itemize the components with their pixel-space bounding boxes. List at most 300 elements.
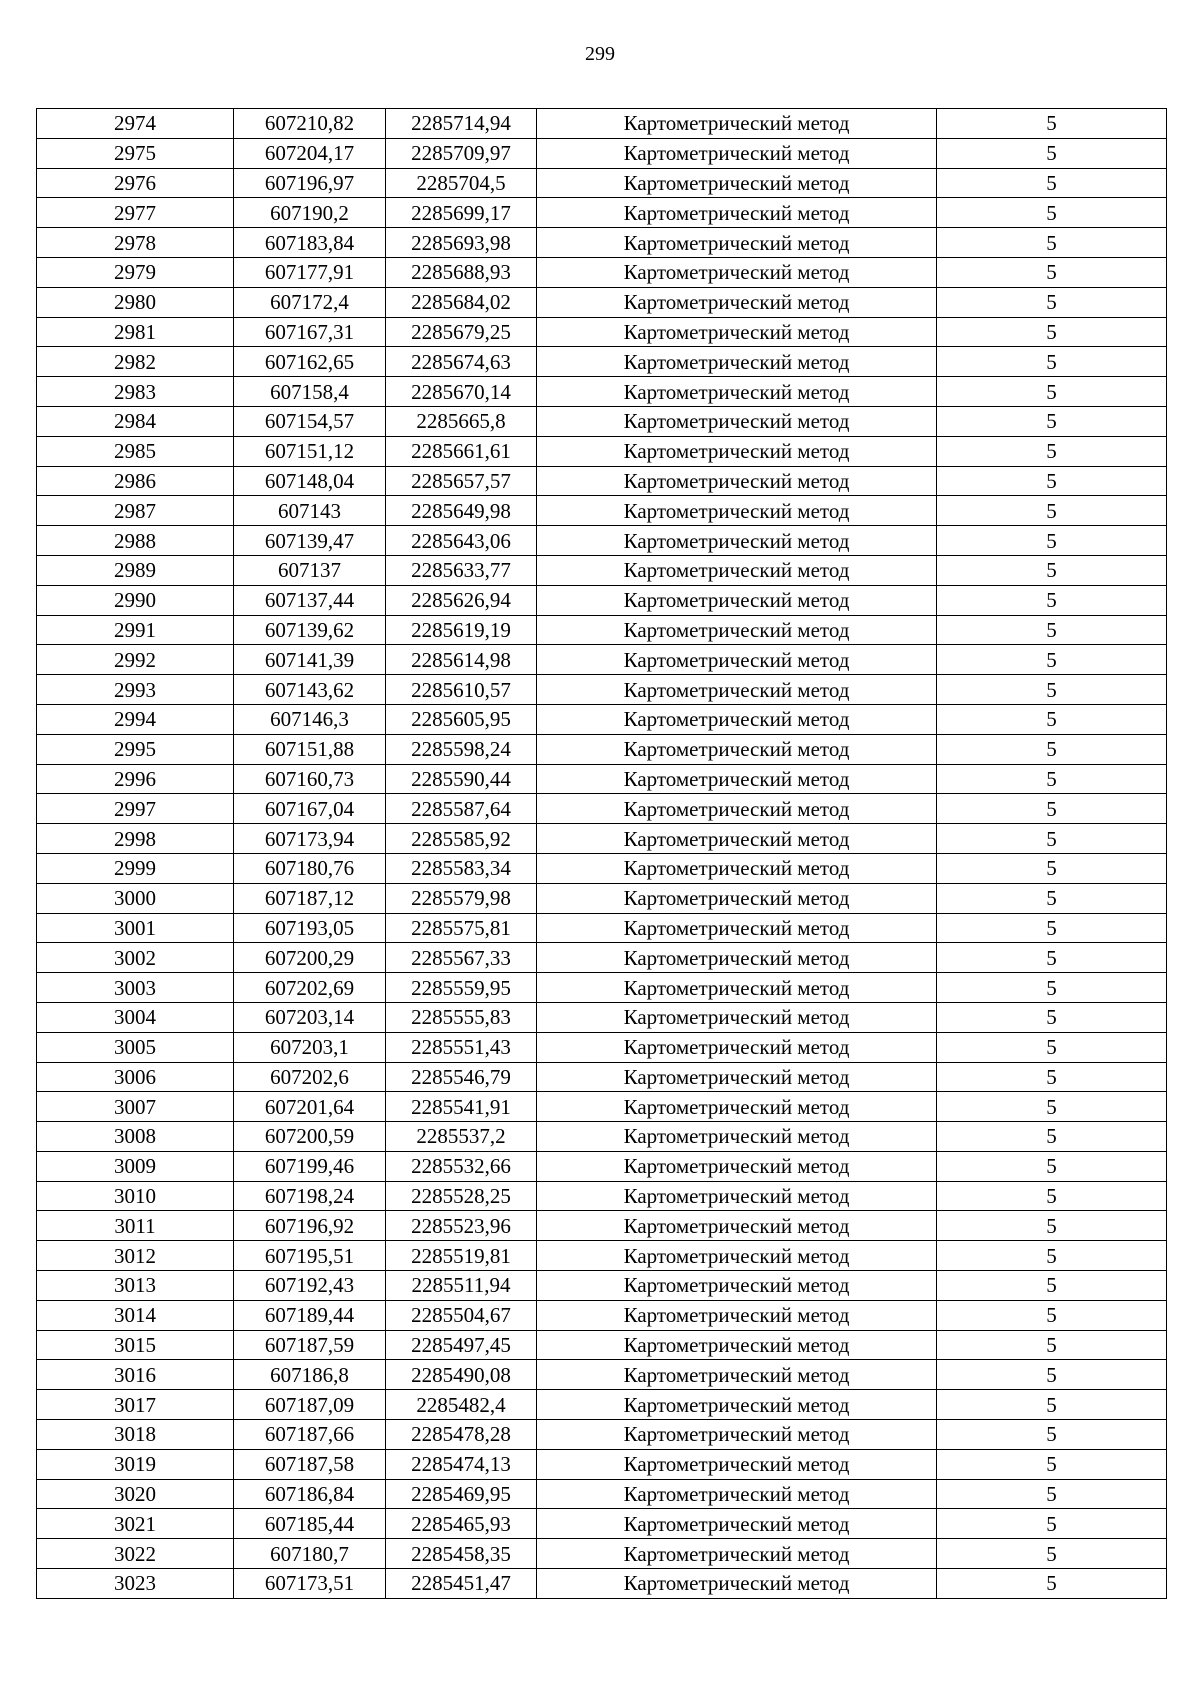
x-coordinate-cell: 607154,57: [234, 406, 386, 436]
table-row: [37, 585, 1167, 615]
method-cell: Картометрический метод: [537, 1330, 937, 1360]
table-row: [37, 377, 1167, 407]
table-row: [37, 1569, 1167, 1599]
table-row: [37, 466, 1167, 496]
x-coordinate-cell: 607187,12: [234, 883, 386, 913]
precision-cell: 5: [937, 734, 1167, 764]
point-number-cell: 2988: [37, 526, 234, 556]
x-coordinate-cell: 607177,91: [234, 257, 386, 287]
table-row: [37, 973, 1167, 1003]
x-coordinate-cell: 607190,2: [234, 198, 386, 228]
y-coordinate-cell: 2285704,5: [386, 168, 537, 198]
y-coordinate-cell: 2285688,93: [386, 257, 537, 287]
precision-cell: 5: [937, 228, 1167, 258]
y-coordinate-cell: 2285555,83: [386, 1002, 537, 1032]
precision-cell: 5: [937, 168, 1167, 198]
table-row: [37, 645, 1167, 675]
point-number-cell: 2975: [37, 138, 234, 168]
point-number-cell: 3007: [37, 1092, 234, 1122]
precision-cell: 5: [937, 1390, 1167, 1420]
method-cell: Картометрический метод: [537, 764, 937, 794]
y-coordinate-cell: 2285478,28: [386, 1420, 537, 1450]
x-coordinate-cell: 607148,04: [234, 466, 386, 496]
x-coordinate-cell: 607160,73: [234, 764, 386, 794]
x-coordinate-cell: 607202,69: [234, 973, 386, 1003]
method-cell: Картометрический метод: [537, 853, 937, 883]
method-cell: Картометрический метод: [537, 1300, 937, 1330]
y-coordinate-cell: 2285670,14: [386, 377, 537, 407]
y-coordinate-cell: 2285528,25: [386, 1181, 537, 1211]
y-coordinate-cell: 2285575,81: [386, 913, 537, 943]
precision-cell: 5: [937, 824, 1167, 854]
precision-cell: 5: [937, 287, 1167, 317]
method-cell: Картометрический метод: [537, 377, 937, 407]
precision-cell: 5: [937, 645, 1167, 675]
method-cell: Картометрический метод: [537, 734, 937, 764]
table-row: [37, 555, 1167, 585]
method-cell: Картометрический метод: [537, 1032, 937, 1062]
table-row: [37, 287, 1167, 317]
precision-cell: 5: [937, 1241, 1167, 1271]
y-coordinate-cell: 2285579,98: [386, 883, 537, 913]
point-number-cell: 3000: [37, 883, 234, 913]
point-number-cell: 3020: [37, 1479, 234, 1509]
y-coordinate-cell: 2285546,79: [386, 1062, 537, 1092]
precision-cell: 5: [937, 317, 1167, 347]
coordinates-table: [36, 108, 1167, 1599]
x-coordinate-cell: 607139,47: [234, 526, 386, 556]
y-coordinate-cell: 2285684,02: [386, 287, 537, 317]
x-coordinate-cell: 607158,4: [234, 377, 386, 407]
x-coordinate-cell: 607141,39: [234, 645, 386, 675]
x-coordinate-cell: 607137: [234, 555, 386, 585]
y-coordinate-cell: 2285665,8: [386, 406, 537, 436]
point-number-cell: 2995: [37, 734, 234, 764]
point-number-cell: 2993: [37, 675, 234, 705]
point-number-cell: 3004: [37, 1002, 234, 1032]
point-number-cell: 2974: [37, 109, 234, 139]
table-row: [37, 1211, 1167, 1241]
x-coordinate-cell: 607200,29: [234, 943, 386, 973]
x-coordinate-cell: 607187,09: [234, 1390, 386, 1420]
precision-cell: 5: [937, 1539, 1167, 1569]
method-cell: Картометрический метод: [537, 1360, 937, 1390]
point-number-cell: 3005: [37, 1032, 234, 1062]
point-number-cell: 3011: [37, 1211, 234, 1241]
method-cell: Картометрический метод: [537, 1449, 937, 1479]
point-number-cell: 2998: [37, 824, 234, 854]
method-cell: Картометрический метод: [537, 645, 937, 675]
precision-cell: 5: [937, 198, 1167, 228]
table-row: [37, 1300, 1167, 1330]
precision-cell: 5: [937, 1002, 1167, 1032]
y-coordinate-cell: 2285709,97: [386, 138, 537, 168]
x-coordinate-cell: 607196,92: [234, 1211, 386, 1241]
method-cell: Картометрический метод: [537, 1509, 937, 1539]
method-cell: Картометрический метод: [537, 228, 937, 258]
table-row: [37, 138, 1167, 168]
method-cell: Картометрический метод: [537, 794, 937, 824]
point-number-cell: 3014: [37, 1300, 234, 1330]
method-cell: Картометрический метод: [537, 1479, 937, 1509]
method-cell: Картометрический метод: [537, 496, 937, 526]
x-coordinate-cell: 607210,82: [234, 109, 386, 139]
method-cell: Картометрический метод: [537, 109, 937, 139]
x-coordinate-cell: 607189,44: [234, 1300, 386, 1330]
precision-cell: 5: [937, 853, 1167, 883]
method-cell: Картометрический метод: [537, 615, 937, 645]
x-coordinate-cell: 607151,12: [234, 436, 386, 466]
precision-cell: 5: [937, 1271, 1167, 1301]
precision-cell: 5: [937, 109, 1167, 139]
method-cell: Картометрический метод: [537, 1241, 937, 1271]
precision-cell: 5: [937, 1092, 1167, 1122]
x-coordinate-cell: 607146,3: [234, 704, 386, 734]
method-cell: Картометрический метод: [537, 1062, 937, 1092]
precision-cell: 5: [937, 138, 1167, 168]
y-coordinate-cell: 2285532,66: [386, 1151, 537, 1181]
point-number-cell: 3006: [37, 1062, 234, 1092]
point-number-cell: 2981: [37, 317, 234, 347]
y-coordinate-cell: 2285699,17: [386, 198, 537, 228]
precision-cell: 5: [937, 436, 1167, 466]
point-number-cell: 2985: [37, 436, 234, 466]
method-cell: Картометрический метод: [537, 1002, 937, 1032]
x-coordinate-cell: 607192,43: [234, 1271, 386, 1301]
method-cell: Картометрический метод: [537, 1211, 937, 1241]
point-number-cell: 2987: [37, 496, 234, 526]
point-number-cell: 2992: [37, 645, 234, 675]
method-cell: Картометрический метод: [537, 138, 937, 168]
method-cell: Картометрический метод: [537, 1539, 937, 1569]
y-coordinate-cell: 2285693,98: [386, 228, 537, 258]
table-row: [37, 1122, 1167, 1152]
precision-cell: 5: [937, 1420, 1167, 1450]
precision-cell: 5: [937, 1122, 1167, 1152]
x-coordinate-cell: 607187,59: [234, 1330, 386, 1360]
x-coordinate-cell: 607183,84: [234, 228, 386, 258]
point-number-cell: 2978: [37, 228, 234, 258]
table-row: [37, 1241, 1167, 1271]
table-row: [37, 824, 1167, 854]
method-cell: Картометрический метод: [537, 347, 937, 377]
x-coordinate-cell: 607139,62: [234, 615, 386, 645]
table-row: [37, 1449, 1167, 1479]
precision-cell: 5: [937, 1509, 1167, 1539]
x-coordinate-cell: 607196,97: [234, 168, 386, 198]
table-row: [37, 1509, 1167, 1539]
x-coordinate-cell: 607200,59: [234, 1122, 386, 1152]
table-row: [37, 1390, 1167, 1420]
table-row: [37, 1360, 1167, 1390]
precision-cell: 5: [937, 526, 1167, 556]
y-coordinate-cell: 2285590,44: [386, 764, 537, 794]
point-number-cell: 2983: [37, 377, 234, 407]
x-coordinate-cell: 607172,4: [234, 287, 386, 317]
y-coordinate-cell: 2285474,13: [386, 1449, 537, 1479]
y-coordinate-cell: 2285490,08: [386, 1360, 537, 1390]
table-row: [37, 943, 1167, 973]
method-cell: Картометрический метод: [537, 943, 937, 973]
precision-cell: 5: [937, 585, 1167, 615]
table-row: [37, 913, 1167, 943]
precision-cell: 5: [937, 496, 1167, 526]
precision-cell: 5: [937, 257, 1167, 287]
precision-cell: 5: [937, 615, 1167, 645]
table-row: [37, 675, 1167, 705]
precision-cell: 5: [937, 1449, 1167, 1479]
point-number-cell: 3008: [37, 1122, 234, 1152]
x-coordinate-cell: 607199,46: [234, 1151, 386, 1181]
table-row: [37, 1181, 1167, 1211]
table-row: [37, 526, 1167, 556]
method-cell: Картометрический метод: [537, 1181, 937, 1211]
precision-cell: 5: [937, 1479, 1167, 1509]
y-coordinate-cell: 2285649,98: [386, 496, 537, 526]
point-number-cell: 3009: [37, 1151, 234, 1181]
x-coordinate-cell: 607201,64: [234, 1092, 386, 1122]
precision-cell: 5: [937, 1181, 1167, 1211]
table-row: [37, 109, 1167, 139]
y-coordinate-cell: 2285585,92: [386, 824, 537, 854]
method-cell: Картометрический метод: [537, 585, 937, 615]
y-coordinate-cell: 2285614,98: [386, 645, 537, 675]
point-number-cell: 3022: [37, 1539, 234, 1569]
precision-cell: 5: [937, 1330, 1167, 1360]
precision-cell: 5: [937, 704, 1167, 734]
table-row: [37, 883, 1167, 913]
method-cell: Картометрический метод: [537, 1122, 937, 1152]
method-cell: Картометрический метод: [537, 1271, 937, 1301]
point-number-cell: 3017: [37, 1390, 234, 1420]
y-coordinate-cell: 2285469,95: [386, 1479, 537, 1509]
precision-cell: 5: [937, 764, 1167, 794]
x-coordinate-cell: 607143,62: [234, 675, 386, 705]
table-row: [37, 1002, 1167, 1032]
method-cell: Картометрический метод: [537, 555, 937, 585]
y-coordinate-cell: 2285679,25: [386, 317, 537, 347]
x-coordinate-cell: 607203,14: [234, 1002, 386, 1032]
table-row: [37, 1062, 1167, 1092]
table-row: [37, 317, 1167, 347]
precision-cell: 5: [937, 1211, 1167, 1241]
x-coordinate-cell: 607185,44: [234, 1509, 386, 1539]
point-number-cell: 3023: [37, 1569, 234, 1599]
precision-cell: 5: [937, 883, 1167, 913]
x-coordinate-cell: 607186,84: [234, 1479, 386, 1509]
point-number-cell: 2999: [37, 853, 234, 883]
x-coordinate-cell: 607203,1: [234, 1032, 386, 1062]
table-row: [37, 1151, 1167, 1181]
point-number-cell: 2990: [37, 585, 234, 615]
precision-cell: 5: [937, 913, 1167, 943]
y-coordinate-cell: 2285458,35: [386, 1539, 537, 1569]
table-row: [37, 1539, 1167, 1569]
table-row: [37, 1032, 1167, 1062]
method-cell: Картометрический метод: [537, 466, 937, 496]
table-row: [37, 853, 1167, 883]
y-coordinate-cell: 2285504,67: [386, 1300, 537, 1330]
table-row: [37, 704, 1167, 734]
y-coordinate-cell: 2285657,57: [386, 466, 537, 496]
y-coordinate-cell: 2285643,06: [386, 526, 537, 556]
point-number-cell: 3016: [37, 1360, 234, 1390]
y-coordinate-cell: 2285598,24: [386, 734, 537, 764]
method-cell: Картометрический метод: [537, 883, 937, 913]
x-coordinate-cell: 607187,66: [234, 1420, 386, 1450]
point-number-cell: 2991: [37, 615, 234, 645]
point-number-cell: 3003: [37, 973, 234, 1003]
coordinates-table-body: [37, 109, 1167, 1599]
point-number-cell: 2976: [37, 168, 234, 198]
y-coordinate-cell: 2285465,93: [386, 1509, 537, 1539]
table-row: [37, 496, 1167, 526]
method-cell: Картометрический метод: [537, 1569, 937, 1599]
method-cell: Картометрический метод: [537, 436, 937, 466]
x-coordinate-cell: 607180,7: [234, 1539, 386, 1569]
table-row: [37, 794, 1167, 824]
page-number: 299: [585, 43, 615, 65]
method-cell: Картометрический метод: [537, 287, 937, 317]
method-cell: Картометрический метод: [537, 257, 937, 287]
x-coordinate-cell: 607151,88: [234, 734, 386, 764]
x-coordinate-cell: 607204,17: [234, 138, 386, 168]
method-cell: Картометрический метод: [537, 1420, 937, 1450]
table-row: [37, 436, 1167, 466]
x-coordinate-cell: 607187,58: [234, 1449, 386, 1479]
method-cell: Картометрический метод: [537, 526, 937, 556]
y-coordinate-cell: 2285559,95: [386, 973, 537, 1003]
y-coordinate-cell: 2285482,4: [386, 1390, 537, 1420]
x-coordinate-cell: 607137,44: [234, 585, 386, 615]
precision-cell: 5: [937, 1032, 1167, 1062]
table-row: [37, 257, 1167, 287]
table-row: [37, 734, 1167, 764]
method-cell: Картометрический метод: [537, 1390, 937, 1420]
table-row: [37, 1330, 1167, 1360]
point-number-cell: 2997: [37, 794, 234, 824]
y-coordinate-cell: 2285633,77: [386, 555, 537, 585]
table-row: [37, 1420, 1167, 1450]
method-cell: Картометрический метод: [537, 168, 937, 198]
table-row: [37, 1271, 1167, 1301]
x-coordinate-cell: 607173,94: [234, 824, 386, 854]
y-coordinate-cell: 2285541,91: [386, 1092, 537, 1122]
y-coordinate-cell: 2285587,64: [386, 794, 537, 824]
x-coordinate-cell: 607198,24: [234, 1181, 386, 1211]
table-row: [37, 764, 1167, 794]
y-coordinate-cell: 2285567,33: [386, 943, 537, 973]
x-coordinate-cell: 607173,51: [234, 1569, 386, 1599]
precision-cell: 5: [937, 1151, 1167, 1181]
precision-cell: 5: [937, 555, 1167, 585]
method-cell: Картометрический метод: [537, 1151, 937, 1181]
precision-cell: 5: [937, 1062, 1167, 1092]
point-number-cell: 3001: [37, 913, 234, 943]
point-number-cell: 2994: [37, 704, 234, 734]
y-coordinate-cell: 2285497,45: [386, 1330, 537, 1360]
y-coordinate-cell: 2285519,81: [386, 1241, 537, 1271]
y-coordinate-cell: 2285610,57: [386, 675, 537, 705]
point-number-cell: 2996: [37, 764, 234, 794]
y-coordinate-cell: 2285537,2: [386, 1122, 537, 1152]
point-number-cell: 3018: [37, 1420, 234, 1450]
x-coordinate-cell: 607180,76: [234, 853, 386, 883]
precision-cell: 5: [937, 973, 1167, 1003]
x-coordinate-cell: 607162,65: [234, 347, 386, 377]
point-number-cell: 2977: [37, 198, 234, 228]
precision-cell: 5: [937, 406, 1167, 436]
point-number-cell: 3021: [37, 1509, 234, 1539]
x-coordinate-cell: 607195,51: [234, 1241, 386, 1271]
precision-cell: 5: [937, 1569, 1167, 1599]
precision-cell: 5: [937, 1360, 1167, 1390]
table-row: [37, 228, 1167, 258]
method-cell: Картометрический метод: [537, 824, 937, 854]
table-row: [37, 1092, 1167, 1122]
x-coordinate-cell: 607186,8: [234, 1360, 386, 1390]
y-coordinate-cell: 2285619,19: [386, 615, 537, 645]
table-row: [37, 198, 1167, 228]
point-number-cell: 3013: [37, 1271, 234, 1301]
x-coordinate-cell: 607202,6: [234, 1062, 386, 1092]
point-number-cell: 3012: [37, 1241, 234, 1271]
table-row: [37, 168, 1167, 198]
point-number-cell: 2979: [37, 257, 234, 287]
y-coordinate-cell: 2285605,95: [386, 704, 537, 734]
x-coordinate-cell: 607167,31: [234, 317, 386, 347]
table-row: [37, 615, 1167, 645]
table-row: [37, 406, 1167, 436]
y-coordinate-cell: 2285714,94: [386, 109, 537, 139]
point-number-cell: 2982: [37, 347, 234, 377]
point-number-cell: 2989: [37, 555, 234, 585]
y-coordinate-cell: 2285551,43: [386, 1032, 537, 1062]
method-cell: Картометрический метод: [537, 198, 937, 228]
x-coordinate-cell: 607167,04: [234, 794, 386, 824]
point-number-cell: 2980: [37, 287, 234, 317]
point-number-cell: 3019: [37, 1449, 234, 1479]
method-cell: Картометрический метод: [537, 317, 937, 347]
y-coordinate-cell: 2285583,34: [386, 853, 537, 883]
y-coordinate-cell: 2285451,47: [386, 1569, 537, 1599]
method-cell: Картометрический метод: [537, 704, 937, 734]
y-coordinate-cell: 2285511,94: [386, 1271, 537, 1301]
precision-cell: 5: [937, 1300, 1167, 1330]
precision-cell: 5: [937, 377, 1167, 407]
precision-cell: 5: [937, 794, 1167, 824]
method-cell: Картометрический метод: [537, 913, 937, 943]
precision-cell: 5: [937, 466, 1167, 496]
x-coordinate-cell: 607193,05: [234, 913, 386, 943]
point-number-cell: 3010: [37, 1181, 234, 1211]
table-row: [37, 347, 1167, 377]
y-coordinate-cell: 2285674,63: [386, 347, 537, 377]
precision-cell: 5: [937, 943, 1167, 973]
method-cell: Картометрический метод: [537, 1092, 937, 1122]
point-number-cell: 3002: [37, 943, 234, 973]
x-coordinate-cell: 607143: [234, 496, 386, 526]
point-number-cell: 2986: [37, 466, 234, 496]
method-cell: Картометрический метод: [537, 675, 937, 705]
y-coordinate-cell: 2285523,96: [386, 1211, 537, 1241]
point-number-cell: 2984: [37, 406, 234, 436]
precision-cell: 5: [937, 675, 1167, 705]
point-number-cell: 3015: [37, 1330, 234, 1360]
y-coordinate-cell: 2285626,94: [386, 585, 537, 615]
method-cell: Картометрический метод: [537, 406, 937, 436]
table-row: [37, 1479, 1167, 1509]
